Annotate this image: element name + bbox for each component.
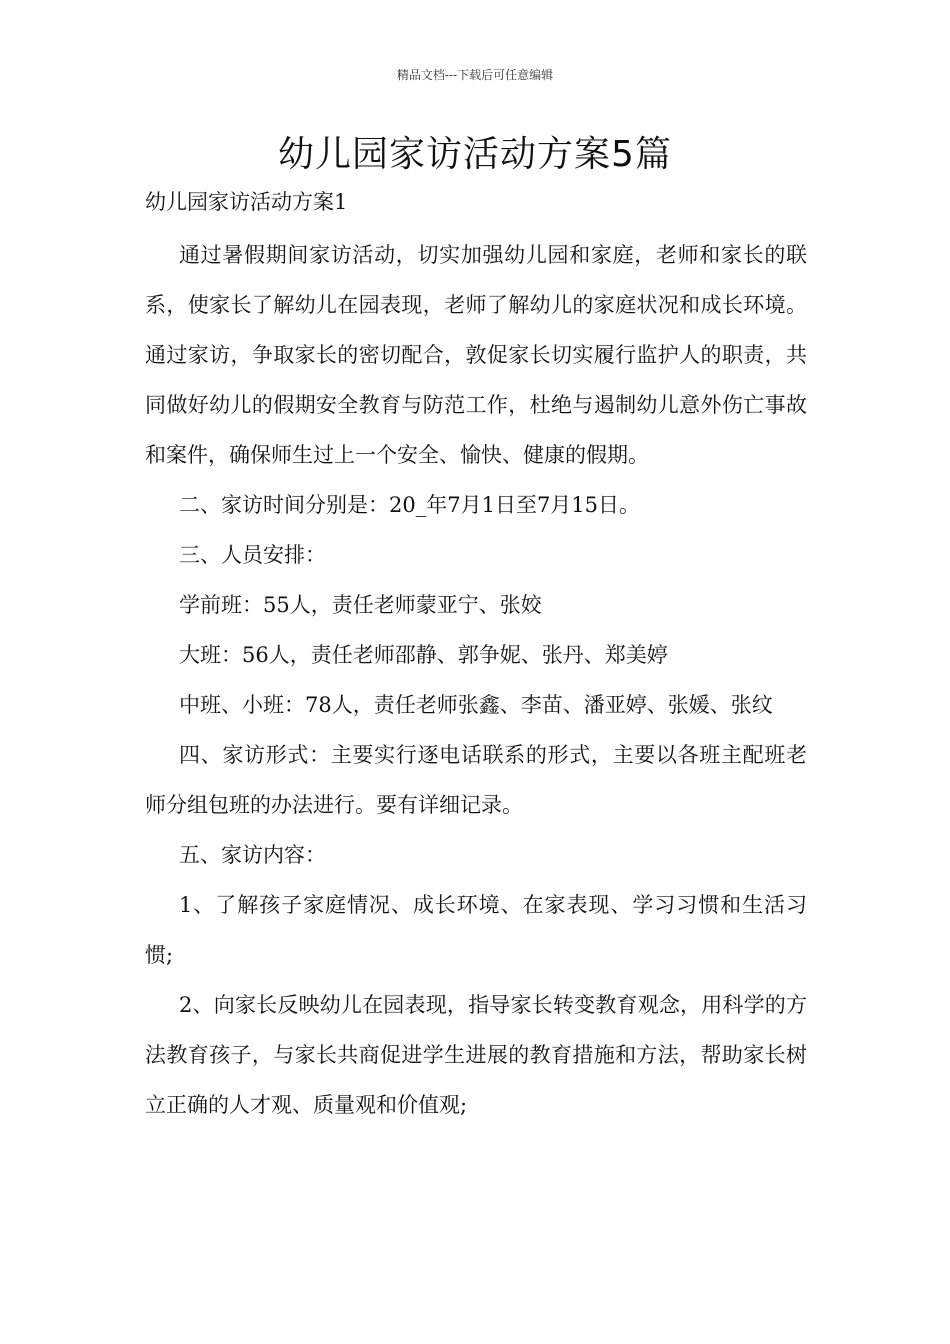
paragraph-staffing-heading: 三、人员安排：	[179, 543, 326, 567]
paragraph-content-item-1: 1、了解孩子家庭情况、成长环境、在家表现、学习习惯和生活习惯;	[145, 893, 807, 967]
paragraph-visit-content-heading: 五、家访内容：	[179, 843, 326, 867]
document-title: 幼儿园家访活动方案5篇	[278, 134, 672, 175]
paragraph-senior-class: 大班：56人，责任老师邵静、郭争妮、张丹、郑美婷	[179, 643, 668, 667]
section-subtitle: 幼儿园家访活动方案1	[145, 190, 348, 214]
document-body	[145, 230, 807, 1130]
page-header-note: 精品文档---下载后可任意编辑	[396, 68, 554, 82]
paragraph-preschool-class: 学前班：55人，责任老师蒙亚宁、张姣	[179, 593, 542, 617]
paragraph-content-item-2: 2、向家长反映幼儿在园表现，指导家长转变教育观念，用科学的方法教育孩子，与家长共商促进学生进展的教育措施和方法，帮助家长树立正确的人才观、质量观和价值观;	[145, 993, 807, 1117]
paragraph-visit-format: 四、家访形式：主要实行逐电话联系的形式，主要以各班主配班老师分组包班的办法进行。要有详细记录。	[145, 743, 807, 817]
paragraph-intro: 通过暑假期间家访活动，切实加强幼儿园和家庭，老师和家长的联系，使家长了解幼儿在园表现，老师了解幼儿的家庭状况和成长环境。通过家访，争取家长的密切配合，敦促家长切实履行监护人的职责，共同做好幼儿的假期安全教育与防范工作，杜绝与遏制幼儿意外伤亡事故和案件，确保师生过上一个安全、愉快、健康的假期。	[145, 243, 807, 467]
paragraph-middle-junior-class: 中班、小班：78人，责任老师张鑫、李苗、潘亚婷、张媛、张纹	[179, 693, 773, 717]
paragraph-visit-time: 二、家访时间分别是：20_年7月1日至7月15日。	[179, 493, 641, 517]
